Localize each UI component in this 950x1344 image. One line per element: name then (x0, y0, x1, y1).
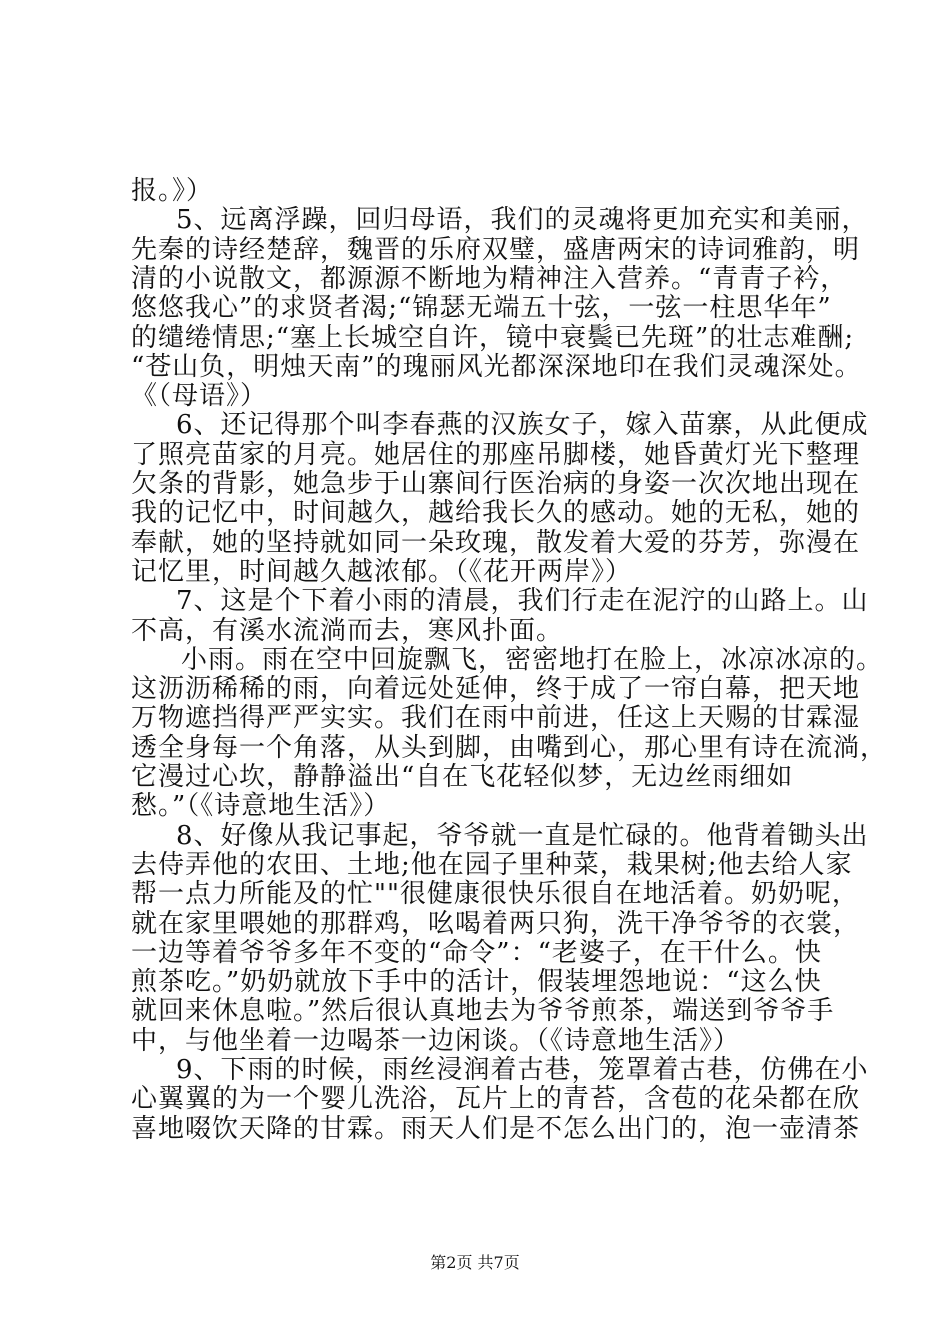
text-line: 悠悠我心”的求贤者渴;“锦瑟无端五十弦，一弦一柱思华年” (131, 293, 832, 324)
text-line: 小雨。雨在空中回旋飘飞，密密地打在脸上，冰凉冰凉的。 (181, 644, 884, 675)
text-line: 了照亮苗家的月亮。她居住的那座吊脚楼，她昏黄灯光下整理 (131, 439, 861, 470)
text-line: 去侍弄他的农田、土地;他在园子里种菜，栽果树;他去给人家 (131, 849, 853, 880)
text-line: 喜地啜饮天降的甘霖。雨天人们是不怎么出门的，泡一壶清茶 (131, 1113, 861, 1144)
text-line: 记忆里，时间越久越浓郁。（《花开两岸》） (131, 556, 633, 587)
text-line: 万物遮挡得严严实实。我们在雨中前进，任这上天赐的甘霖湿 (131, 703, 861, 734)
text-line: 报。》） (131, 176, 214, 206)
text-line: 5、远离浮躁，回归母语，我们的灵魂将更加充实和美丽， (176, 205, 869, 236)
text-line: 9、下雨的时候，雨丝浸润着古巷，笼罩着古巷，仿佛在小 (176, 1055, 869, 1085)
text-line: 就回来休息啦。”然后很认真地去为爷爷煎茶，端送到爷爷手 (131, 996, 835, 1027)
text-line: 的缱绻情思;“塞上长城空自许，镜中衰鬓已先斑”的壮志难酬; (131, 322, 855, 353)
text-line: 心翼翼的为一个婴儿洗浴，瓦片上的青苔，含苞的花朵都在欣 (131, 1084, 861, 1115)
text-line: 不高，有溪水流淌而去，寒风扑面。 (131, 615, 564, 646)
text-line: 帮一点力所能及的忙""很健康很快乐很自在地活着。奶奶呢， (131, 879, 859, 910)
text-line: 8、好像从我记事起，爷爷就一直是忙碌的。他背着锄头出 (176, 820, 869, 851)
text-line: 这沥沥稀稀的雨，向着远处延伸，终于成了一帘白幕，把天地 (131, 674, 861, 705)
page-footer: 第2页 共7页 (430, 1253, 520, 1272)
text-line: 中，与他坐着一边喝茶一边闲谈。（《诗意地生活》） (131, 1025, 741, 1056)
text-line: 透全身每一个角落，从头到脚，由嘴到心，那心里有诗在流淌， (131, 732, 888, 763)
text-line: 欠条的背影，她急步于山寨间行医治病的身姿一次次地出现在 (131, 469, 861, 499)
text-line: 奉献，她的坚持就如同一朵玫瑰，散发着大爱的芬芳，弥漫在 (131, 527, 861, 558)
text-line: 一边等着爷爷多年不变的“命令”：“老婆子，在干什么。快 (131, 937, 822, 968)
text-line: 《（母语》） (131, 381, 268, 412)
text-line: 就在家里喂她的那群鸡，吆喝着两只狗，洗干净爷爷的衣裳， (131, 908, 861, 939)
text-line: 我的记忆中，时间越久，越给我长久的感动。她的无私，她的 (131, 498, 861, 529)
text-line: 它漫过心坎，静静溢出“自在飞花轻似梦，无边丝雨细如 (131, 762, 794, 792)
text-line: 6、还记得那个叫李春燕的汉族女子，嫁入苗寨，从此便成 (176, 410, 869, 441)
text-line: 愁。”（《诗意地生活》） (131, 791, 391, 822)
text-line: 7、这是个下着小雨的清晨，我们行走在泥泞的山路上。山 (176, 586, 869, 617)
text-line: 煎茶吃。”奶奶就放下手中的活计，假装埋怨地说：“这么快 (131, 967, 822, 998)
text-line: 清的小说散文，都源源不断地为精神注入营养。“青青子衿， (131, 263, 848, 294)
text-line: 先秦的诗经楚辞，魏晋的乐府双璧，盛唐两宋的诗词雅韵，明 (131, 234, 861, 265)
text-line: “苍山负，明烛天南”的瑰丽风光都深深地印在我们灵魂深处。 (131, 351, 862, 382)
